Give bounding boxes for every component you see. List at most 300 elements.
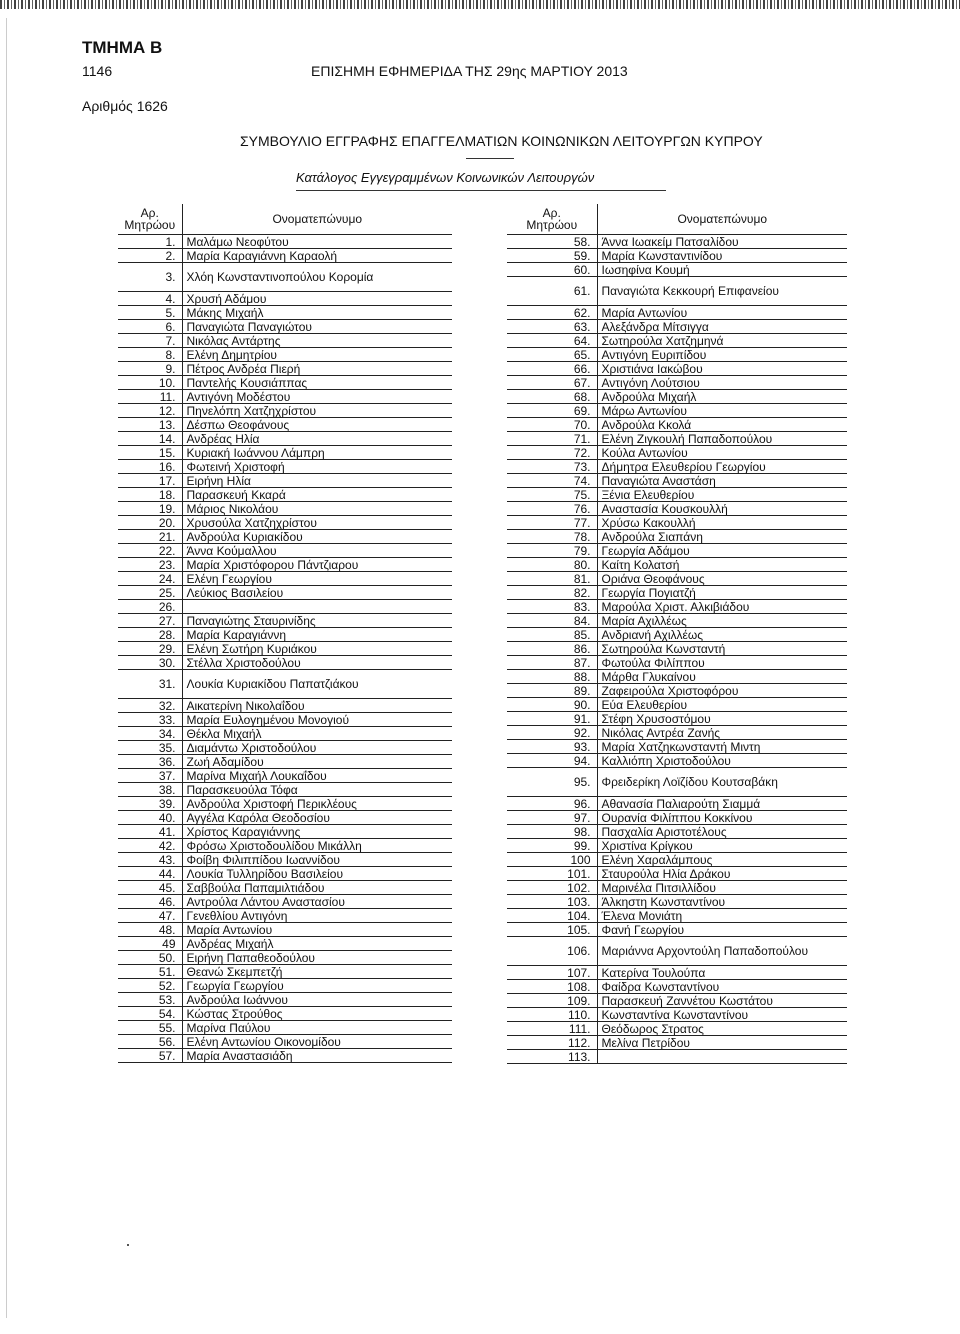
reg-number-cell: 93. — [507, 740, 597, 754]
table-row — [507, 797, 847, 811]
council-name: ΣΥΜΒΟΥΛΙΟ ΕΓΓΡΑΦΗΣ ΕΠΑΓΓΕΛΜΑΤΙΩΝ ΚΟΙΝΩΝΙΚΩΝ ΛΕΙΤΟΥΡΓΩΝ ΚΥΠΡΟΥ — [240, 133, 763, 149]
full-name-cell — [182, 600, 452, 614]
table-row — [507, 418, 847, 432]
full-name-cell: Έλενα Μονιάτη — [597, 909, 847, 923]
reg-number-cell: 100 — [507, 853, 597, 867]
table-row — [507, 726, 847, 740]
full-name-cell: Παντελής Κουσιάππας — [182, 376, 452, 390]
reg-number-cell: 88. — [507, 670, 597, 684]
full-name-cell: Ειρήνη Παπαθεοδούλου — [182, 951, 452, 965]
full-name-cell: Ελένη Αντωνίου Οικονομίδου — [182, 1035, 452, 1049]
full-name-cell: Δήμητρα Ελευθερίου Γεωργίου — [597, 460, 847, 474]
table-row — [507, 530, 847, 544]
table-row — [118, 1035, 452, 1049]
full-name-cell: Θεόδωρος Στρατος — [597, 1022, 847, 1036]
reg-number-cell: 66. — [507, 362, 597, 376]
reg-number-cell: 97. — [507, 811, 597, 825]
full-name-cell: Γεωργία Γεωργίου — [182, 979, 452, 993]
full-name-cell: Μαρία Καραγιάννη Καραολή — [182, 249, 452, 263]
table-row — [507, 881, 847, 895]
table-row — [118, 348, 452, 362]
catalog-underline — [296, 190, 666, 191]
full-name-cell: Άννα Ιωακείμ Πατσαλίδου — [597, 235, 847, 249]
full-name-cell: Μάκης Μιχαήλ — [182, 306, 452, 320]
reg-number-cell: 110. — [507, 1008, 597, 1022]
reg-number-cell: 9. — [118, 362, 182, 376]
reg-number-cell: 21. — [118, 530, 182, 544]
reg-number-cell: 69. — [507, 404, 597, 418]
table-row — [118, 741, 452, 755]
reg-number-cell: 24. — [118, 572, 182, 586]
reg-number-cell: 3. — [118, 263, 182, 292]
reg-number-cell: 74. — [507, 474, 597, 488]
table-row — [118, 306, 452, 320]
table-row — [118, 614, 452, 628]
table-row — [507, 334, 847, 348]
table-row — [118, 839, 452, 853]
table-row — [118, 263, 452, 292]
registry-table-left — [118, 204, 452, 1063]
full-name-cell: Κωνσταντίνα Κωνσταντίνου — [597, 1008, 847, 1022]
table-row — [118, 474, 452, 488]
full-name-cell: Μαρία Αντωνίου — [182, 923, 452, 937]
full-name-cell: Αγγέλα Καρόλα Θεοδοσίου — [182, 811, 452, 825]
table-row — [507, 516, 847, 530]
reg-number-cell: 96. — [507, 797, 597, 811]
full-name-cell: Αικατερίνη Νικολαΐδου — [182, 699, 452, 713]
reg-number-cell: 62. — [507, 306, 597, 320]
full-name-cell: Μαρίνα Μιχαήλ Λουκαΐδου — [182, 769, 452, 783]
reg-number-cell: 34. — [118, 727, 182, 741]
registry-table-right — [507, 204, 847, 1064]
reg-number-cell: 67. — [507, 376, 597, 390]
reg-number-cell: 13. — [118, 418, 182, 432]
table-row — [118, 432, 452, 446]
table-row — [118, 979, 452, 993]
table-row — [507, 1036, 847, 1050]
reg-number-cell: 82. — [507, 586, 597, 600]
table-row — [118, 783, 452, 797]
table-row — [507, 586, 847, 600]
full-name-cell: Φαίδρα Κωνσταντίνου — [597, 980, 847, 994]
table-row — [118, 334, 452, 348]
reg-number-cell: 112. — [507, 1036, 597, 1050]
reg-number-cell: 108. — [507, 980, 597, 994]
reg-number-cell: 43. — [118, 853, 182, 867]
full-name-cell: Φοίβη Φιλιππίδου Ιωαννίδου — [182, 853, 452, 867]
full-name-cell: Αντιγόνη Μοδέστου — [182, 390, 452, 404]
full-name-cell: Άννα Κούμαλλου — [182, 544, 452, 558]
full-name-cell — [597, 1050, 847, 1064]
table-row — [507, 923, 847, 937]
table-row — [507, 572, 847, 586]
reg-no-header — [507, 204, 597, 235]
table-row — [118, 769, 452, 783]
table-row — [507, 362, 847, 376]
reg-number-cell: 28. — [118, 628, 182, 642]
reg-number-cell: 48. — [118, 923, 182, 937]
full-name-cell: Γεωργία Αδάμου — [597, 544, 847, 558]
reg-number-cell: 1. — [118, 235, 182, 249]
reg-number-cell: 27. — [118, 614, 182, 628]
reg-number-cell: 18. — [118, 488, 182, 502]
reg-number-cell: 50. — [118, 951, 182, 965]
full-name-cell: Χρύσω Κακουλλή — [597, 516, 847, 530]
scan-edge-strip — [0, 0, 960, 9]
reg-no-header-line1: Αρ. — [542, 206, 561, 220]
table-row — [118, 642, 452, 656]
table-row — [507, 825, 847, 839]
reg-number-cell: 29. — [118, 642, 182, 656]
full-name-cell: Θέκλα Μιχαήλ — [182, 727, 452, 741]
table-row — [507, 895, 847, 909]
table-row — [118, 853, 452, 867]
table-row — [507, 320, 847, 334]
reg-number-cell: 32. — [118, 699, 182, 713]
table-row — [507, 909, 847, 923]
full-name-cell: Σωτηρούλα Κωνσταντή — [597, 642, 847, 656]
full-name-cell: Ανδρούλα Μιχαήλ — [597, 390, 847, 404]
reg-number-cell: 5. — [118, 306, 182, 320]
reg-number-cell: 31. — [118, 670, 182, 699]
reg-number-cell: 76. — [507, 502, 597, 516]
full-name-cell: Ελένη Δημητρίου — [182, 348, 452, 362]
full-name-cell: Φρειδερίκη Λοϊζίδου Κουτσαβάκη — [597, 768, 847, 797]
table-row — [118, 235, 452, 249]
table-row — [507, 277, 847, 306]
reg-number-cell: 101. — [507, 867, 597, 881]
table-row — [118, 993, 452, 1007]
full-name-cell: Ειρήνη Ηλία — [182, 474, 452, 488]
full-name-cell: Ανδρούλα Ιωάννου — [182, 993, 452, 1007]
table-row — [507, 670, 847, 684]
full-name-cell: Σωτηρούλα Χατζημηνά — [597, 334, 847, 348]
reg-number-cell: 65. — [507, 348, 597, 362]
full-name-cell: Μαρία Χριστόφορου Πάντζιαρου — [182, 558, 452, 572]
table-row — [118, 797, 452, 811]
full-name-cell: Χλόη Κωνσταντινοπούλου Κορομία — [182, 263, 452, 292]
table-row — [118, 572, 452, 586]
reg-number-cell: 14. — [118, 432, 182, 446]
table-row — [118, 895, 452, 909]
full-name-cell: Ανδρέας Μιχαήλ — [182, 937, 452, 951]
table-row — [118, 390, 452, 404]
reg-no-header-line2: Μητρώου — [526, 218, 578, 232]
full-name-cell: Αντιγόνη Λούτσιου — [597, 376, 847, 390]
reg-number-cell: 90. — [507, 698, 597, 712]
table-row — [507, 600, 847, 614]
table-row — [507, 994, 847, 1008]
full-name-cell: Πηνελόπη Χατζηχρίστου — [182, 404, 452, 418]
reg-number-cell: 53. — [118, 993, 182, 1007]
full-name-cell: Παρασκευή Ζαννέτου Κωστάτου — [597, 994, 847, 1008]
full-name-cell: Κατερίνα Τουλούπα — [597, 966, 847, 980]
full-name-cell: Φρόσω Χριστοδουλίδου Μικάλλη — [182, 839, 452, 853]
table-row — [118, 937, 452, 951]
table-row — [507, 460, 847, 474]
table-row — [507, 754, 847, 768]
table-row — [507, 712, 847, 726]
full-name-cell: Αντιγόνη Ευριπίδου — [597, 348, 847, 362]
reg-number-cell: 7. — [118, 334, 182, 348]
full-name-cell: Μαρινέλα Πιτσιλλίδου — [597, 881, 847, 895]
full-name-cell: Χρυσή Αδάμου — [182, 292, 452, 306]
table-row — [507, 544, 847, 558]
reg-no-header-line1: Αρ. — [140, 206, 159, 220]
full-name-cell: Ανδρέας Ηλία — [182, 432, 452, 446]
table-row — [507, 348, 847, 362]
catalog-title: Κατάλογος Εγγεγραμμένων Κοινωνικών Λειτουργών — [296, 170, 595, 185]
table-row — [118, 502, 452, 516]
table-row — [118, 586, 452, 600]
full-name-cell: Παναγιώτα Αναστάση — [597, 474, 847, 488]
reg-number-cell: 79. — [507, 544, 597, 558]
reg-number-cell: 15. — [118, 446, 182, 460]
full-name-cell: Ουρανία Φιλίππου Κοκκίνου — [597, 811, 847, 825]
reg-number-cell: 85. — [507, 628, 597, 642]
full-name-cell: Μελίνα Πετρίδου — [597, 1036, 847, 1050]
full-name-cell: Ανδρούλα Χριστοφή Περικλέους — [182, 797, 452, 811]
full-name-cell: Χρίστος Καραγιάννης — [182, 825, 452, 839]
section-label: ΤΜΗΜΑ Β — [82, 38, 163, 57]
full-name-cell: Άλκηστη Κωνσταντίνου — [597, 895, 847, 909]
full-name-cell: Μαρία Κωνσταντινίδου — [597, 249, 847, 263]
full-name-cell: Παρασκευή Κκαρά — [182, 488, 452, 502]
reg-number-cell: 36. — [118, 755, 182, 769]
reg-number-cell: 60. — [507, 263, 597, 277]
full-name-cell: Χριστίνα Κρίγκου — [597, 839, 847, 853]
table-row — [507, 684, 847, 698]
table-row — [118, 558, 452, 572]
full-name-cell: Μαριάννα Αρχοντούλη Παπαδοπούλου — [597, 937, 847, 966]
reg-number-cell: 89. — [507, 684, 597, 698]
reg-number-cell: 54. — [118, 1007, 182, 1021]
table-row — [118, 488, 452, 502]
table-row — [118, 1021, 452, 1035]
full-name-cell: Καίτη Κολατσή — [597, 558, 847, 572]
table-row — [118, 362, 452, 376]
reg-number-cell: 51. — [118, 965, 182, 979]
reg-number-cell: 86. — [507, 642, 597, 656]
reg-number-cell: 44. — [118, 867, 182, 881]
full-name-cell: Κυριακή Ιωάννου Λάμπρη — [182, 446, 452, 460]
table-row — [507, 839, 847, 853]
reg-no-header-line2: Μητρώου — [124, 218, 176, 232]
reg-number-cell: 70. — [507, 418, 597, 432]
full-name-cell: Παναγιώτα Παναγιώτου — [182, 320, 452, 334]
full-name-cell: Στέφη Χρυσοστόμου — [597, 712, 847, 726]
table-row — [507, 558, 847, 572]
reg-number-cell: 40. — [118, 811, 182, 825]
reg-number-cell: 61. — [507, 277, 597, 306]
reg-number-cell: 87. — [507, 656, 597, 670]
reg-number-cell: 25. — [118, 586, 182, 600]
full-name-cell: Μάρθα Γλυκαίνου — [597, 670, 847, 684]
table-row — [118, 656, 452, 670]
full-name-cell: Οριάνα Θεοφάνους — [597, 572, 847, 586]
reg-number-cell: 91. — [507, 712, 597, 726]
full-name-cell: Γενεθλίου Αντιγόνη — [182, 909, 452, 923]
full-name-cell: Ξένια Ελευθερίου — [597, 488, 847, 502]
full-name-cell: Ελένη Ζιγκουλή Παπαδοπούλου — [597, 432, 847, 446]
reg-number-cell: 22. — [118, 544, 182, 558]
table-row — [507, 980, 847, 994]
reg-number-cell: 26. — [118, 600, 182, 614]
table-row — [507, 390, 847, 404]
table-row — [507, 306, 847, 320]
reg-number-cell: 16. — [118, 460, 182, 474]
reg-number-cell: 2. — [118, 249, 182, 263]
reg-number-cell: 109. — [507, 994, 597, 1008]
table-row — [507, 249, 847, 263]
reg-number-cell: 113. — [507, 1050, 597, 1064]
reg-number-cell: 64. — [507, 334, 597, 348]
reg-number-cell: 102. — [507, 881, 597, 895]
reg-number-cell: 8. — [118, 348, 182, 362]
reg-number-cell: 59. — [507, 249, 597, 263]
table-row — [118, 516, 452, 530]
table-row — [118, 867, 452, 881]
table-row — [507, 628, 847, 642]
full-name-cell: Σαββούλα Παπαμιλτιάδου — [182, 881, 452, 895]
reg-number-cell: 107. — [507, 966, 597, 980]
table-row — [118, 446, 452, 460]
table-row — [118, 320, 452, 334]
table-body-right — [507, 235, 847, 1064]
reg-number-cell: 98. — [507, 825, 597, 839]
scan-speck — [127, 1244, 129, 1246]
full-name-cell: Χριστιάνα Ιακώβου — [597, 362, 847, 376]
table-row — [507, 502, 847, 516]
full-name-cell: Μαρία Αχιλλέως — [597, 614, 847, 628]
table-row — [118, 292, 452, 306]
reg-number-cell: 95. — [507, 768, 597, 797]
full-name-cell: Μάρω Αντωνίου — [597, 404, 847, 418]
reg-number-cell: 45. — [118, 881, 182, 895]
scan-left-edge — [6, 18, 7, 1318]
reg-number-cell: 72. — [507, 446, 597, 460]
full-name-cell: Αναστασία Κουσκουλλή — [597, 502, 847, 516]
table-row — [507, 966, 847, 980]
reg-number-cell: 37. — [118, 769, 182, 783]
reg-number-cell: 38. — [118, 783, 182, 797]
full-name-cell: Μάριος Νικολάου — [182, 502, 452, 516]
table-row — [118, 460, 452, 474]
reg-number-cell: 23. — [118, 558, 182, 572]
full-name-cell: Ανδρούλα Σιαπάνη — [597, 530, 847, 544]
table-row — [507, 811, 847, 825]
reg-number-cell: 33. — [118, 713, 182, 727]
reg-number-cell: 42. — [118, 839, 182, 853]
reg-number-cell: 81. — [507, 572, 597, 586]
reg-number-cell: 17. — [118, 474, 182, 488]
table-row — [507, 263, 847, 277]
full-name-cell: Πασχαλία Αριστοτέλους — [597, 825, 847, 839]
table-row — [118, 713, 452, 727]
full-name-cell: Φωτεινή Χριστοφή — [182, 460, 452, 474]
full-name-cell: Μαρία Αναστασιάδη — [182, 1049, 452, 1063]
full-name-cell: Διαμάντω Χριστοδούλου — [182, 741, 452, 755]
full-name-cell: Στέλλα Χριστοδούλου — [182, 656, 452, 670]
table-header-row — [118, 204, 452, 235]
reg-number-cell: 83. — [507, 600, 597, 614]
table-row — [118, 249, 452, 263]
table-row — [118, 923, 452, 937]
full-name-cell: Κούλα Αντωνίου — [597, 446, 847, 460]
full-name-cell: Ιωσηφίνα Κουμή — [597, 263, 847, 277]
full-name-cell: Δέσπω Θεοφάνους — [182, 418, 452, 432]
full-name-cell: Μαρία Καραγιάννη — [182, 628, 452, 642]
table-row — [118, 544, 452, 558]
table-row — [118, 755, 452, 769]
reg-no-header — [118, 204, 182, 235]
table-row — [507, 937, 847, 966]
table-row — [507, 740, 847, 754]
page-number: 1146 — [82, 63, 113, 79]
reg-number-cell: 71. — [507, 432, 597, 446]
full-name-cell: Γεωργία Πογιατζή — [597, 586, 847, 600]
reg-number-cell: 58. — [507, 235, 597, 249]
reg-number-cell: 35. — [118, 741, 182, 755]
reg-number-cell: 10. — [118, 376, 182, 390]
title-divider — [466, 158, 514, 159]
full-name-cell: Θεανώ Σκεμπετζή — [182, 965, 452, 979]
reg-number-cell: 77. — [507, 516, 597, 530]
table-row — [118, 825, 452, 839]
full-name-cell: Μαρία Χατζηκωνσταντή Μιντη — [597, 740, 847, 754]
table-row — [507, 446, 847, 460]
table-row — [118, 1007, 452, 1021]
table-row — [118, 628, 452, 642]
table-row — [118, 376, 452, 390]
reg-number-cell: 57. — [118, 1049, 182, 1063]
table-row — [118, 418, 452, 432]
full-name-cell: Ανδρούλα Κκολά — [597, 418, 847, 432]
reg-number-cell: 84. — [507, 614, 597, 628]
table-row — [507, 432, 847, 446]
full-name-cell: Ανδριανή Αχιλλέως — [597, 628, 847, 642]
full-name-cell: Παναγιώτα Κεκκουρή Επιφανείου — [597, 277, 847, 306]
full-name-cell: Νικόλας Αντρέα Ζανής — [597, 726, 847, 740]
full-name-cell: Παναγιώτης Σταυρινίδης — [182, 614, 452, 628]
table-row — [507, 614, 847, 628]
full-name-cell: Κώστας Στρούθος — [182, 1007, 452, 1021]
reg-number-cell: 56. — [118, 1035, 182, 1049]
reg-number-cell: 11. — [118, 390, 182, 404]
full-name-cell: Λουκία Κυριακίδου Παπατζιάκου — [182, 670, 452, 699]
full-name-cell: Ανδρούλα Κυριακίδου — [182, 530, 452, 544]
reg-number-cell: 92. — [507, 726, 597, 740]
full-name-cell: Ελένη Γεωργίου — [182, 572, 452, 586]
full-name-cell: Ζαφειρούλα Χριστοφόρου — [597, 684, 847, 698]
name-header: Ονοματεπώνυμο — [182, 204, 452, 235]
table-row — [118, 951, 452, 965]
full-name-cell: Σταυρούλα Ηλία Δράκου — [597, 867, 847, 881]
reg-number-cell: 47. — [118, 909, 182, 923]
reg-number-cell: 75. — [507, 488, 597, 502]
notice-number: Αριθμός 1626 — [82, 98, 168, 114]
reg-number-cell: 106. — [507, 937, 597, 966]
reg-number-cell: 111. — [507, 1022, 597, 1036]
table-header-row — [507, 204, 847, 235]
full-name-cell: Νικόλας Αντάρτης — [182, 334, 452, 348]
table-row — [507, 1022, 847, 1036]
table-row — [118, 1049, 452, 1063]
reg-number-cell: 49 — [118, 937, 182, 951]
table-row — [507, 474, 847, 488]
reg-number-cell: 52. — [118, 979, 182, 993]
table-row — [118, 881, 452, 895]
